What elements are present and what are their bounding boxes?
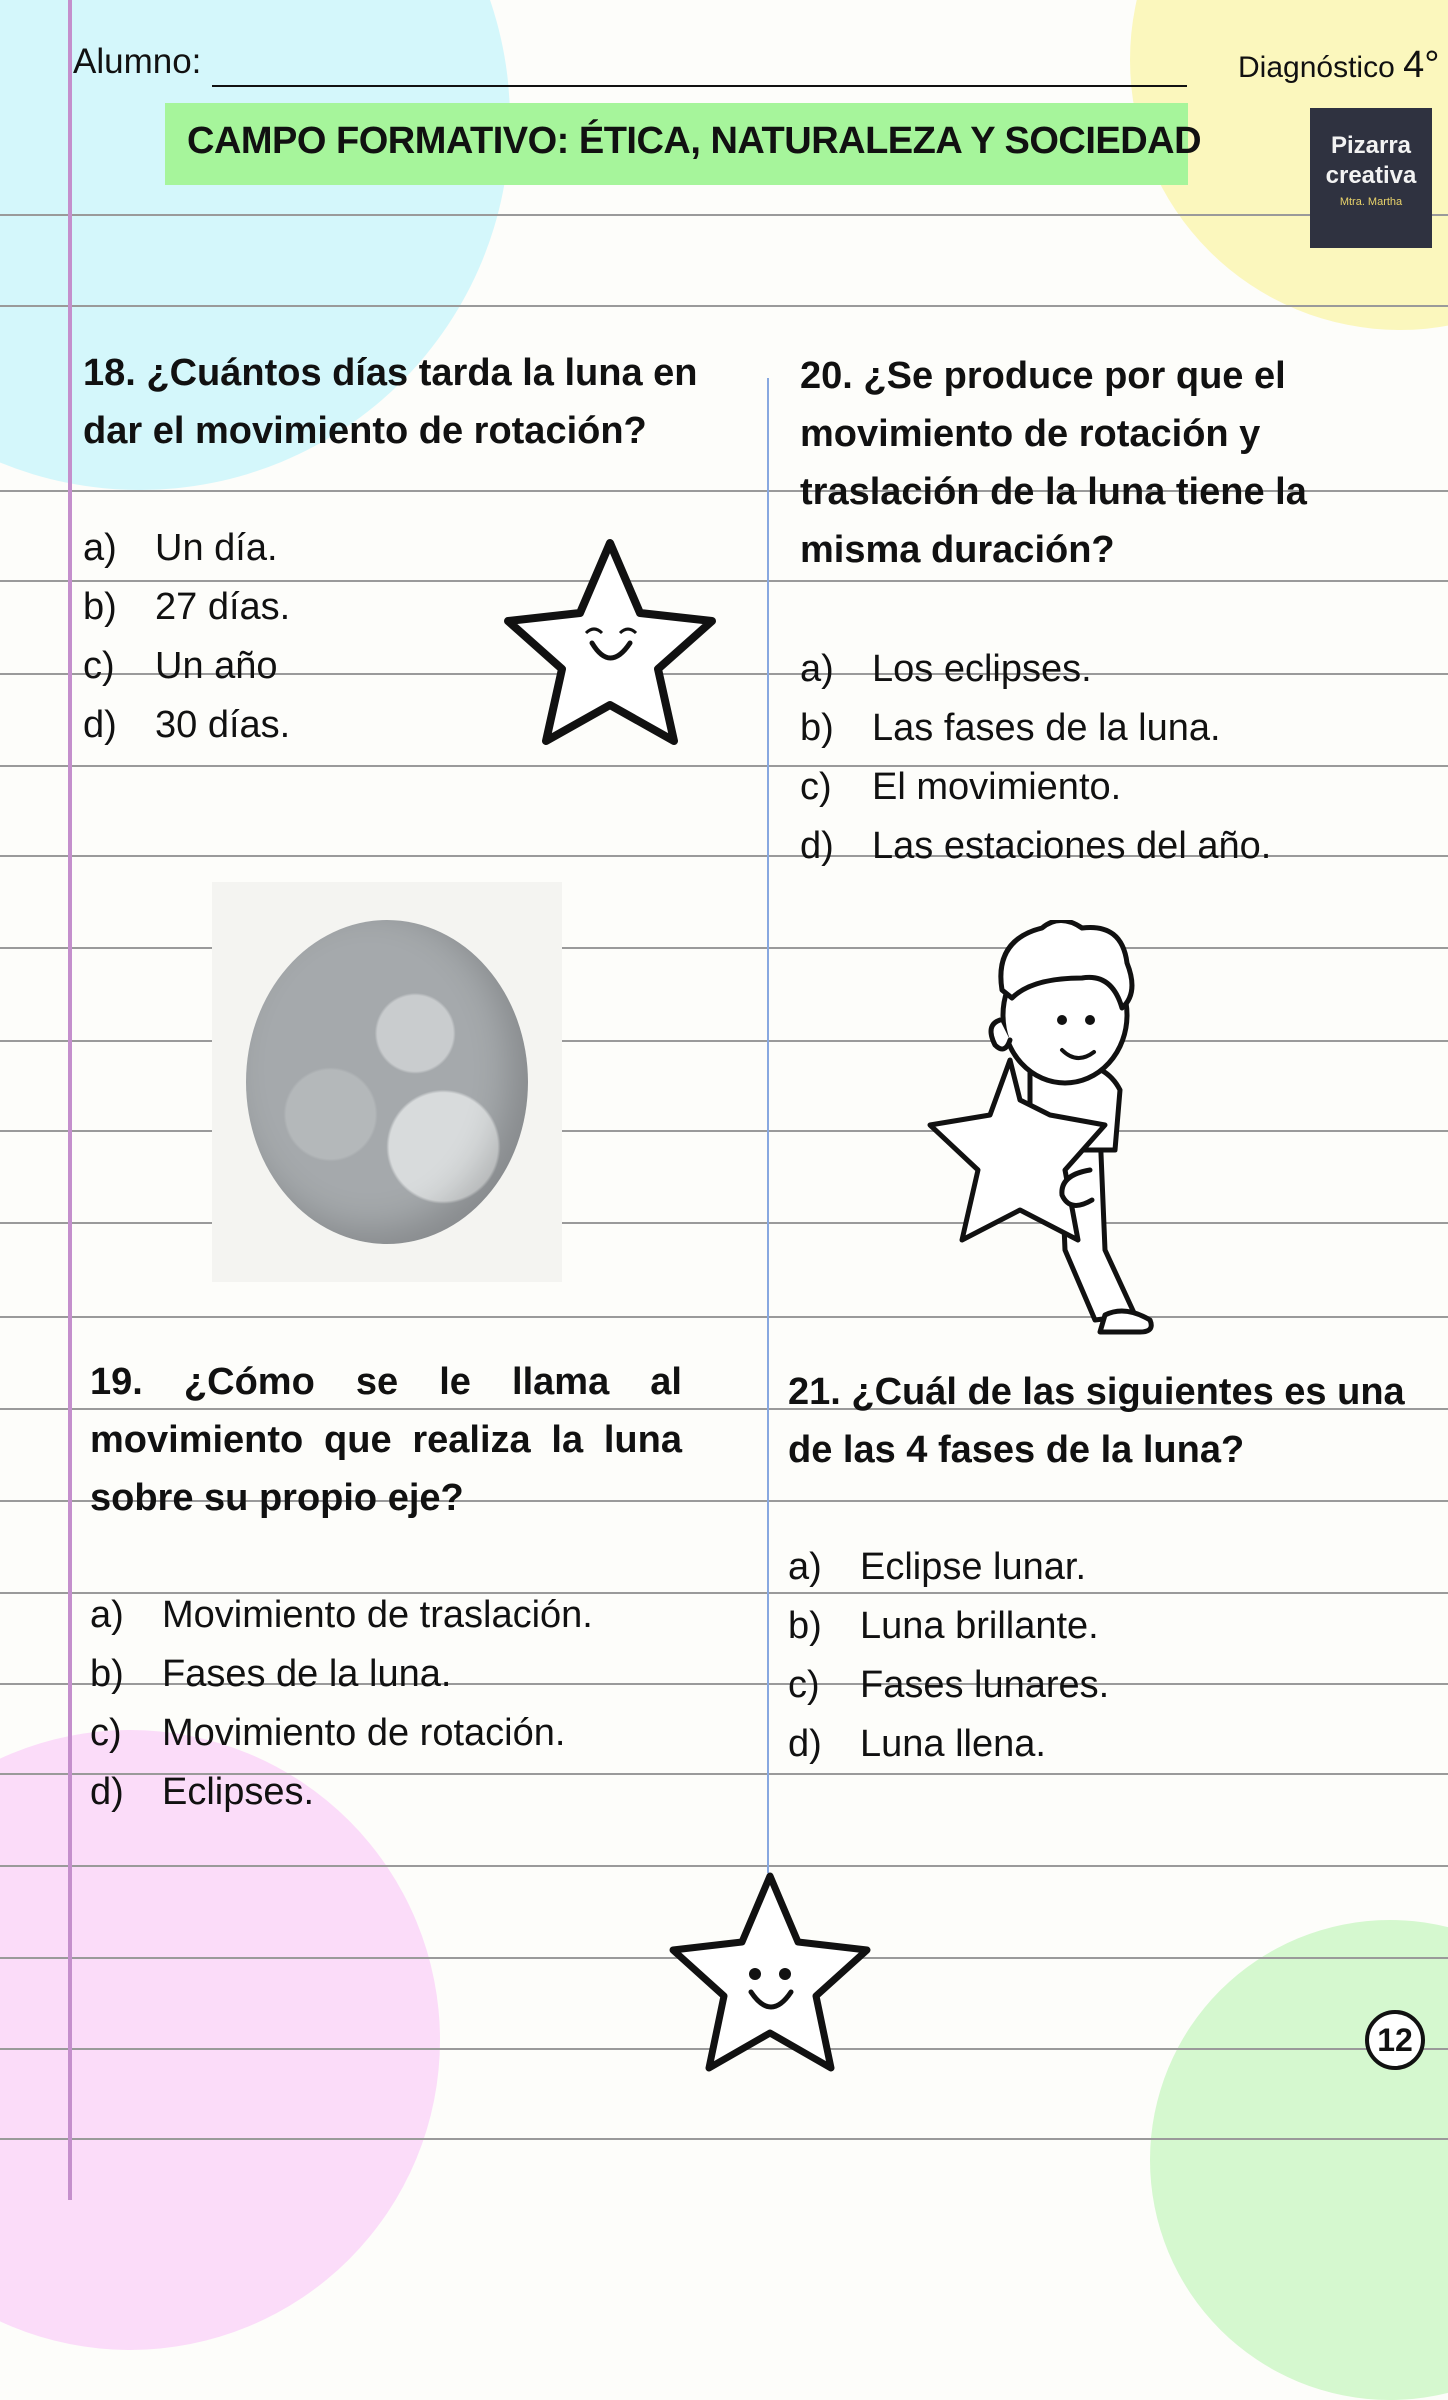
question-20-option-b[interactable]: b) Las fases de la luna. — [800, 707, 1221, 749]
page-number: 12 — [1377, 2022, 1413, 2058]
student-name-line[interactable] — [212, 85, 1187, 87]
green-circle-decoration — [1150, 1920, 1448, 2400]
diagnostic-text: Diagnóstico — [1238, 51, 1395, 84]
question-18-option-d[interactable]: d) 30 días. — [83, 704, 291, 746]
grade-text: 4° — [1403, 44, 1440, 86]
question-18-option-c[interactable]: c) Un año — [83, 645, 278, 687]
question-21: 21. ¿Cuál de las siguientes es una de las 4 fases de la luna? — [788, 1371, 1405, 1471]
question-18: 18. ¿Cuántos días tarda la luna en dar el movimiento de rotación? — [83, 352, 698, 452]
boy-holding-star-icon — [890, 920, 1210, 1340]
student-name-label: Alumno: — [73, 42, 202, 81]
question-21-option-a[interactable]: a) Eclipse lunar. — [788, 1546, 1087, 1588]
question-21-option-b[interactable]: b) Luna brillante. — [788, 1605, 1099, 1647]
field-title: CAMPO FORMATIVO: ÉTICA, NATURALEZA Y SOCIEDAD — [187, 120, 1202, 162]
question-19: 19. ¿Cómo se le llama al movimiento que realiza la luna sobre su propio eje? — [90, 1361, 682, 1519]
question-19-option-c[interactable]: c) Movimiento de rotación. — [90, 1712, 566, 1754]
question-20-option-d[interactable]: d) Las estaciones del año. — [800, 825, 1272, 867]
pizarra-creativa-logo: Pizarra creativa Mtra. Martha — [1310, 108, 1432, 248]
question-20-option-a[interactable]: a) Los eclipses. — [800, 648, 1092, 690]
question-19-option-b[interactable]: b) Fases de la luna. — [90, 1653, 452, 1695]
diagnostic-label — [1238, 44, 1439, 87]
question-19-option-a[interactable]: a) Movimiento de traslación. — [90, 1594, 593, 1636]
question-18-option-a[interactable]: a) Un día. — [83, 527, 278, 569]
question-19-option-d[interactable]: d) Eclipses. — [90, 1771, 315, 1813]
question-18-option-b[interactable]: b) 27 días. — [83, 586, 291, 628]
moon-image — [212, 882, 562, 1282]
question-20-option-c[interactable]: c) El movimiento. — [800, 766, 1122, 808]
question-20: 20. ¿Se produce por que el movimiento de rotación y traslación de la luna tiene la misma duración? — [800, 355, 1307, 571]
moon-icon — [246, 920, 528, 1244]
smiling-star-icon — [500, 535, 720, 750]
bottom-smiling-star-icon — [665, 1868, 875, 2078]
pink-circle-decoration — [0, 1730, 440, 2350]
margin-line — [68, 0, 72, 2200]
question-21-option-d[interactable]: d) Luna llena. — [788, 1723, 1046, 1765]
page-number-badge — [1365, 2010, 1425, 2070]
field-title-banner — [165, 103, 1202, 185]
question-21-option-c[interactable]: c) Fases lunares. — [788, 1664, 1110, 1706]
column-divider — [767, 378, 769, 1873]
